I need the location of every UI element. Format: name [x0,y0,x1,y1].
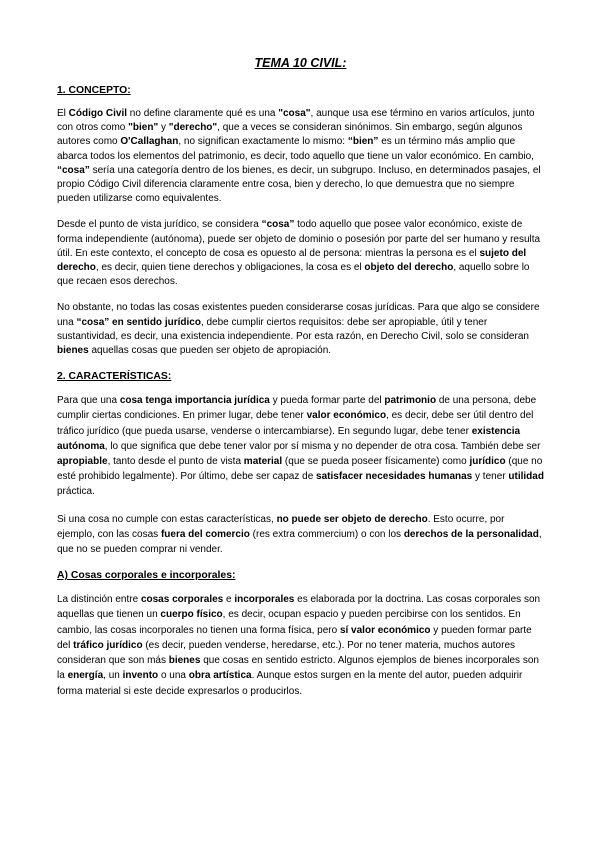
bold-term: apropiable [57,456,108,468]
bold-term: bienes [57,345,89,357]
bold-term: Código Civil [68,108,128,119]
text-run: , es decir, debe ser útil dentro del tráfico jurídico (que pueda usarse, venderse o intercambiarse). En segundo lugar, debe tener [57,410,534,437]
text-run: , aquello sobre lo que recaen esos derechos. [57,262,530,288]
bold-term: incorporales [234,594,295,606]
bold-term: derechos de la personalidad [403,528,539,540]
bold-term: "derecho" [168,122,218,134]
text-run: , es decir, ocupan espacio y pueden percibirse con los sentidos. En cambio, las cosas incorporales no tienen una forma física, pero [57,609,521,636]
bold-term: sí valor económico [339,624,431,636]
text-run: , no significan exactamente lo mismo: [178,136,348,148]
paragraph [57,592,544,698]
bold-term: jurídico [469,456,506,468]
text-run: y pueden formar parte del [57,624,532,651]
text-run: , tanto desde el punto de vista [107,456,244,468]
bold-term: objeto del derecho [364,262,454,274]
bold-term: bienes [168,655,201,667]
bold-term: “cosa” en sentido jurídico [76,316,201,328]
text-run: (que se pueda poseer físicamente) como [282,456,470,468]
text-run: es un término más amplio que abarca todos los elementos del patrimonio, es decir, todo aquello que tiene un valor económico. En cambio, [57,136,534,162]
text-run: aquellas cosas que pueden ser objeto de apropiación. [88,345,332,357]
text-run: no define claramente qué es una [127,108,279,119]
text-run: . Aunque estos surgen en la mente del autor, pueden adquirir forma material si este decide expresarlos o producirlos. [57,670,523,697]
bold-term: "bien" [128,122,159,134]
bold-term: sujeto del derecho [57,247,527,274]
section-cosas-corporales [57,569,544,698]
text-run: , un [103,670,123,682]
paragraph [57,218,544,289]
text-run: o una [158,670,189,682]
text-run: , que no se pueden comprar ni vender. [57,528,542,556]
bold-term: cosa tenga importancia jurídica [119,395,270,407]
text-run: , es decir, quien tiene derechos y obligaciones, la cosa es el [95,262,365,274]
bold-term: no puede ser objeto de derecho [276,513,428,525]
page-title: TEMA 10 CIVIL: [254,56,347,70]
bold-term: energía [67,670,104,682]
bold-term: cuerpo físico [160,609,223,621]
text-run: (res extra commercium) o con los [249,528,404,540]
section-heading: 2. CARACTERÍSTICAS: [57,371,172,383]
text-run: (es decir, pueden venderse, heredarse, etc.). Por no tener materia, muchos autores consideran que son más [57,639,515,667]
text-run: Desde el punto de vista jurídico, se considera [57,219,262,231]
bold-term: “cosa” [57,164,90,176]
bold-term: O'Callaghan [120,136,179,148]
text-run: El [57,108,69,119]
text-run: , lo que significa que debe tener valor por sí misma y no depender de otra cosa. También debe ser [104,440,541,452]
text-run: y tener [472,471,509,483]
bold-term: material [243,456,283,468]
text-run: Para que una [57,395,120,407]
text-run: , debe cumplir ciertos requisitos: debe ser apropiable, útil y tener sustantividad, es decir, una existencia independiente. Por esta razón, en Derecho Civil, solo se consideran [57,316,529,342]
text-run: , que a veces se consideran sinónimos. Sin embargo, según algunos autores como [57,122,523,148]
text-run: y [158,122,169,134]
paragraph [57,393,544,499]
bold-term: tráfico jurídico [73,639,143,651]
text-run: práctica. [57,486,95,498]
text-run: Si una cosa no cumple con estas características, [57,513,277,525]
text-run: , aunque usa ese término en varios artículos, junto con otros como [57,108,535,134]
bold-term: “cosa” [261,219,295,231]
bold-term: existencia autónoma [57,425,521,452]
paragraph [57,107,544,206]
bold-term: valor económico [306,410,387,422]
bold-term: obra artística [188,670,252,682]
section-concepto [57,84,544,358]
text-run: . Esto ocurre, por ejemplo, con las cosas [57,513,505,540]
text-run: La distinción entre [57,594,141,606]
paragraph [57,512,544,558]
bold-term: utilidad [508,471,544,483]
text-run: e [223,594,235,606]
bold-term: fuera del comercio [160,528,250,540]
text-run: que cosas en sentido estricto. Algunos ejemplos de bienes incorporales son la [57,655,539,682]
text-run: No obstante, no todas las cosas existentes pueden considerarse cosas jurídicas. Para que algo se considere una [57,302,540,328]
subsection-heading: A) Cosas corporales e incorporales: [57,570,236,582]
bold-term: satisfacer necesidades humanas [316,471,473,483]
section-caracteristicas [57,370,544,557]
bold-term: "cosa" [278,108,311,119]
text-run: sería una categoría dentro de los bienes, es decir, un subgrupo. Incluso, en determinados pasajes, el propio Código Civil diferencia claramente entre cosa, bien y derecho, lo que demuestra que no siempre pueden utilizarse como equivalentes. [57,164,541,205]
text-run: y pueda formar parte del [269,395,385,407]
paragraph [57,301,544,358]
text-run: de una persona, debe cumplir ciertas condiciones. En primer lugar, debe tener [57,395,537,422]
bold-term: “bien” [347,136,379,148]
bold-term: cosas corporales [140,594,224,606]
document-content [57,56,544,711]
section-heading: 1. CONCEPTO: [57,85,131,96]
bold-term: patrimonio [384,395,437,407]
text-run: es elaborada por la doctrina. Las cosas corporales son aquellas que tienen un [57,594,541,621]
text-run: todo aquello que posee valor económico, existe de forma independiente (autónoma), puede ser objeto de dominio o posesión por parte del ser humano y resulta útil. En este contexto, el concepto de cosa es opuesto al de persona: mientras la persona es el [57,219,541,259]
bold-term: invento [122,670,159,682]
text-run: (que no esté prohibido legalmente). Por último, debe ser capaz de [57,456,543,483]
